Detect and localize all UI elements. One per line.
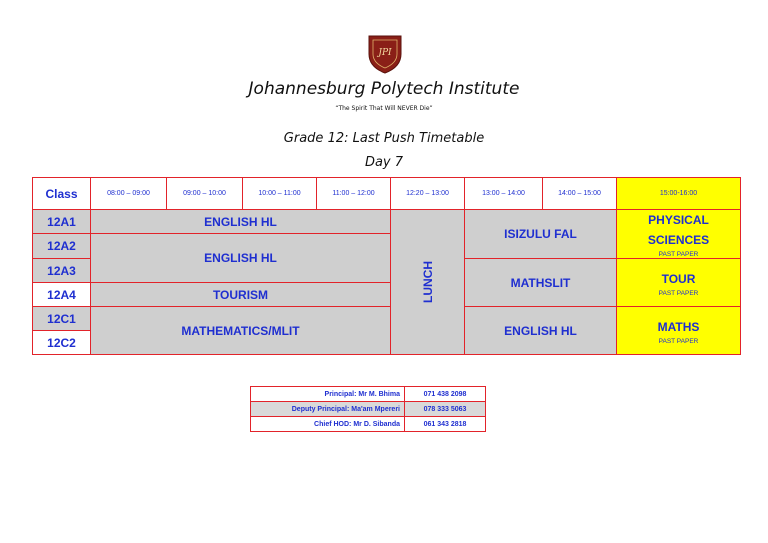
period-header: 11:00 – 12:00	[317, 178, 391, 210]
session-subject: MATHS	[657, 319, 700, 334]
session-physical-sciences	[617, 210, 741, 259]
period-header: 09:00 – 10:00	[167, 178, 243, 210]
period-header: 12:20 – 13:00	[391, 178, 465, 210]
table-row	[33, 307, 741, 331]
school-crest-logo	[367, 34, 403, 74]
table-row	[33, 210, 741, 234]
class-label: 12A4	[33, 283, 91, 307]
session-mathslit: MATHSLIT	[465, 259, 617, 307]
session-subject: TOUR	[661, 271, 696, 286]
lunch-break-cell	[391, 210, 465, 355]
class-label: 12C2	[33, 331, 91, 355]
period-header: 14:00 – 15:00	[543, 178, 617, 210]
session-english-hl: ENGLISH HL	[91, 234, 391, 283]
contact-number: 078 333 5063	[405, 402, 486, 417]
past-paper-note: PAST PAPER	[658, 289, 699, 297]
session-subject: PHYSICAL	[648, 213, 709, 227]
period-header: 15:00-16:00	[617, 178, 741, 210]
session-tour	[617, 259, 741, 307]
class-column-header: Class	[33, 178, 91, 210]
contact-row	[251, 417, 486, 432]
class-label: 12A1	[33, 210, 91, 234]
contacts-table	[250, 386, 486, 432]
timetable-grid	[32, 177, 741, 355]
contact-row	[251, 387, 486, 402]
svg-text:JPI: JPI	[378, 48, 392, 58]
past-paper-note: PAST PAPER	[658, 337, 699, 345]
session-english-hl: ENGLISH HL	[465, 307, 617, 355]
timetable-day: Day 7	[364, 155, 404, 170]
session-subject: SCIENCES	[647, 233, 710, 247]
contact-row	[251, 402, 486, 417]
school-motto: “The Spirit That Will NEVER Die”	[335, 105, 433, 112]
timetable-header-row	[33, 178, 741, 210]
lunch-label: LUNCH	[420, 261, 435, 303]
session-isizulu-fal: ISIZULU FAL	[465, 210, 617, 259]
class-label: 12A2	[33, 234, 91, 259]
contact-number: 061 343 2818	[405, 417, 486, 432]
class-label: 12A3	[33, 259, 91, 283]
past-paper-note: PAST PAPER	[658, 251, 699, 258]
session-maths	[617, 307, 741, 355]
contact-number: 071 438 2098	[405, 387, 486, 402]
timetable-title: Grade 12: Last Push Timetable	[283, 131, 485, 146]
session-tourism: TOURISM	[91, 283, 391, 307]
contact-role: Chief HOD: Mr D. Sibanda	[251, 417, 405, 432]
contact-role: Principal: Mr M. Bhima	[251, 387, 405, 402]
session-english-hl: ENGLISH HL	[91, 210, 391, 234]
school-name: Johannesburg Polytech Institute	[248, 79, 520, 99]
session-mathematics-mlit: MATHEMATICS/MLIT	[91, 307, 391, 355]
period-header: 08:00 – 09:00	[91, 178, 167, 210]
contact-role: Deputy Principal: Ma'am Mpereri	[251, 402, 405, 417]
class-label: 12C1	[33, 307, 91, 331]
period-header: 13:00 – 14:00	[465, 178, 543, 210]
period-header: 10:00 – 11:00	[243, 178, 317, 210]
